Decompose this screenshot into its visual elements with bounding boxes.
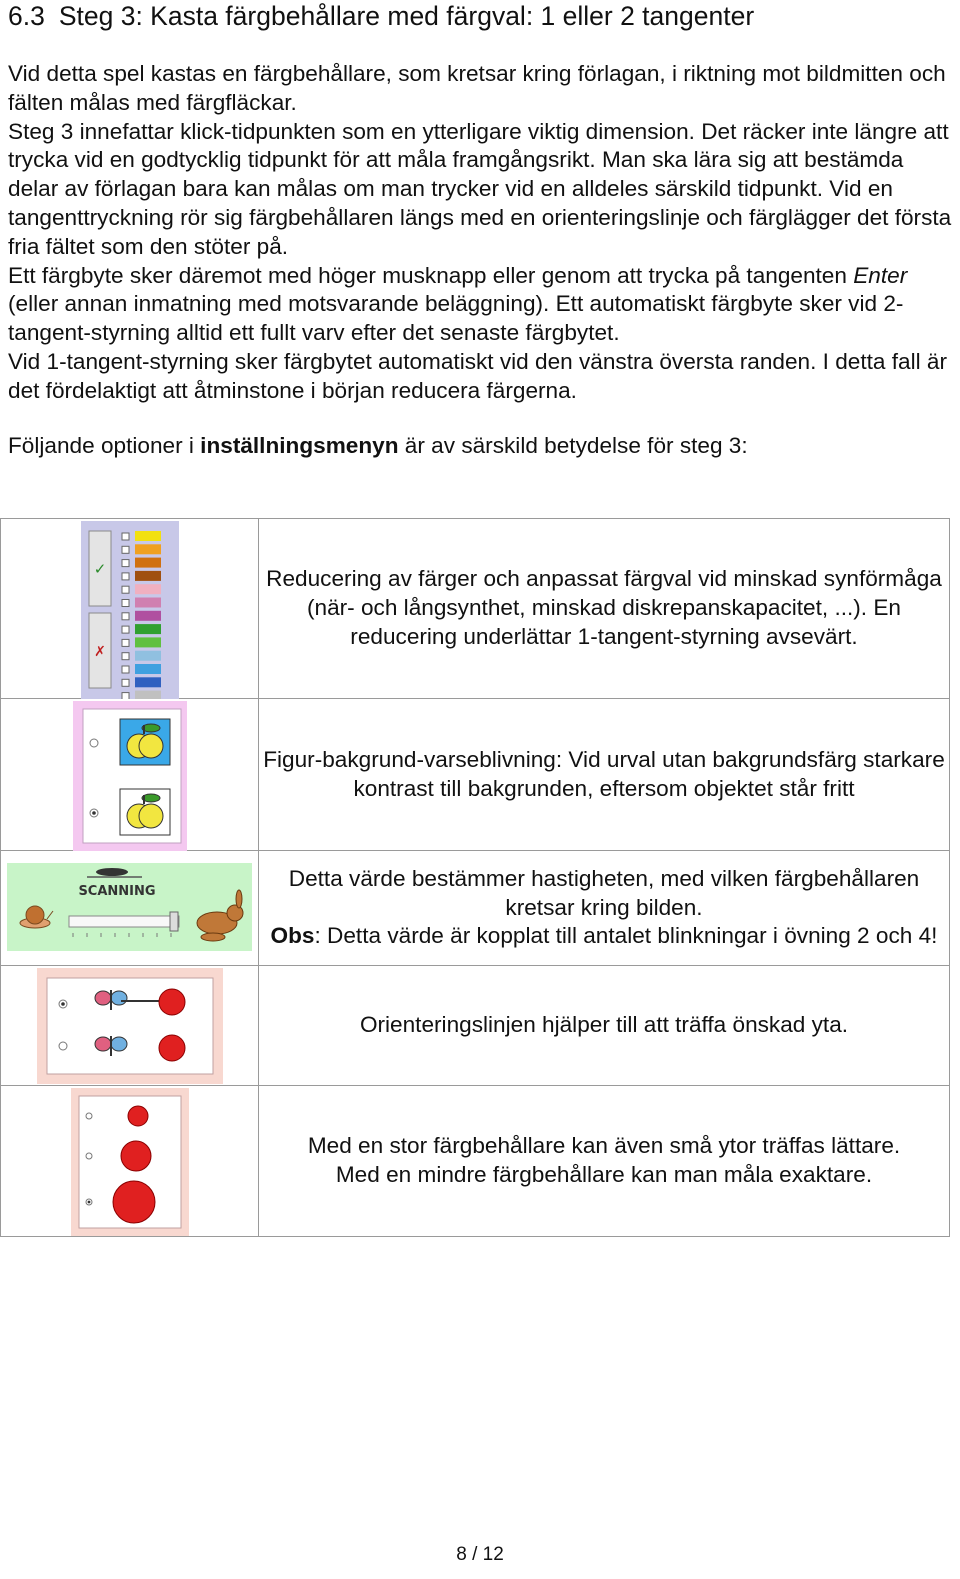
option-description-orientation-line: Orienteringslinjen hjälper till att träffa önskad yta. <box>259 966 950 1086</box>
figure-background-thumbnail <box>73 701 187 851</box>
option-description-scanning-speed <box>259 851 950 966</box>
color-checkbox[interactable] <box>122 600 129 607</box>
radio-medium <box>86 1153 92 1159</box>
small-container-icon <box>128 1106 148 1126</box>
options-intro-start: Följande optioner i <box>8 433 201 458</box>
color-swatch <box>135 624 161 634</box>
color-swatch <box>135 651 161 661</box>
color-checkbox[interactable] <box>122 546 129 553</box>
container-size-thumbnail <box>71 1088 189 1236</box>
section-title: Steg 3: Kasta färgbehållare med färgval: 1 eller 2 tangenter <box>58 1 755 31</box>
option-row-scanning-speed <box>1 851 950 966</box>
settings-menu-term: inställningsmenyn <box>200 433 399 458</box>
container-size-line-1: Med en stor färgbehållare kan även små ytor träffas lättare. <box>307 1133 901 1159</box>
color-palette-thumbnail-cell <box>1 519 259 699</box>
intro-paragraph-2: Steg 3 innefattar klick-tidpunkten som en ytterligare viktig dimension. Det räcker inte längre att trycka vid en godtycklig tidpunkt för att måla framgångsrikt. Man ska lära sig att bestämda delar av förlagan bara kan målas om man trycker vid en alldeles särskild tidpunkt. Vid en tangenttryckning rör sig färgbehållaren längs med en orienteringslinje och färglägger det första fria fältet som den stöter på. <box>8 118 952 259</box>
option-row-color-reduction <box>1 519 950 699</box>
option-row-container-size <box>1 1086 950 1237</box>
radio-without-line <box>59 1042 67 1050</box>
color-swatch <box>135 611 161 621</box>
section-heading <box>8 0 948 32</box>
intro-p3-start: Ett färgbyte sker däremot med höger musknapp eller genom att trycka på tangenten <box>8 262 854 288</box>
medium-container-icon <box>121 1141 151 1171</box>
color-swatch <box>135 664 161 674</box>
option-row-figure-background <box>1 699 950 851</box>
color-checkbox[interactable] <box>122 573 129 580</box>
apple-target-icon <box>159 1035 185 1061</box>
container-size-thumbnail-cell <box>1 1086 259 1237</box>
color-checkbox[interactable] <box>122 639 129 646</box>
scanning-label: SCANNING <box>78 884 156 899</box>
color-checkbox[interactable] <box>122 666 129 673</box>
apple-target-icon <box>159 989 185 1015</box>
options-intro-end: är av särskild betydelse för steg 3: <box>398 433 748 458</box>
options-table <box>0 518 950 1237</box>
scanning-speed-thumbnail <box>7 863 252 951</box>
options-intro <box>8 432 952 461</box>
color-swatch <box>135 637 161 647</box>
scanning-speed-thumbnail-cell <box>1 851 259 966</box>
color-swatch <box>135 544 161 554</box>
scanning-description: Detta värde bestämmer hastigheten, med vilken färgbehållaren kretsar kring bilden. <box>288 865 920 920</box>
figure-background-thumbnail-cell <box>1 699 259 851</box>
note-text: : Detta värde är kopplat till antalet blinkningar i övning 2 och 4! <box>314 923 938 949</box>
color-swatch <box>135 598 161 608</box>
intro-text <box>8 60 952 406</box>
color-checkbox[interactable] <box>122 533 129 540</box>
section-number: 6.3 <box>8 1 45 31</box>
color-swatch <box>135 558 161 568</box>
speed-slider-thumb[interactable] <box>170 912 178 931</box>
color-swatch <box>135 584 161 594</box>
color-checkbox[interactable] <box>122 586 129 593</box>
color-checkbox[interactable] <box>122 560 129 567</box>
orientation-line-thumbnail-cell <box>1 966 259 1086</box>
speed-slider-track[interactable] <box>69 916 179 927</box>
option-description-figure-background: Figur-bakgrund-varseblivning: Vid urval utan bakgrundsfärg starkare kontrast till bakgrunden, eftersom objektet står fritt <box>259 699 950 851</box>
intro-paragraph-1: Vid detta spel kastas en färgbehållare, som kretsar kring förlagan, i riktning mot bildmitten och fälten målas med färgfläckar. <box>8 61 946 115</box>
option-description-container-size <box>259 1086 950 1237</box>
color-checkbox[interactable] <box>122 613 129 620</box>
option-row-orientation-line <box>1 966 950 1086</box>
color-checkbox[interactable] <box>122 626 129 633</box>
radio-with-background <box>90 739 98 747</box>
enter-key-term: Enter <box>853 262 908 288</box>
intro-p3-end: (eller annan inmatning med motsvarande beläggning). Ett automatiskt färgbyte sker vid 2-tangent-styrning alltid ett fullt varv efter det senaste färgbytet. <box>8 291 904 346</box>
color-checkbox[interactable] <box>122 653 129 660</box>
color-swatch <box>135 677 161 687</box>
container-size-line-2: Med en mindre färgbehållare kan man måla exaktare. <box>335 1162 873 1187</box>
color-swatch <box>135 531 161 541</box>
option-description-color-reduction: Reducering av färger och anpassat färgval vid minskad synförmåga (när- och långsynthet, minskad diskrepanskapacitet, ...). En reducering underlättar 1-tangent-styrning avsevärt. <box>259 519 950 699</box>
intro-paragraph-4: Vid 1-tangent-styrning sker färgbytet automatiskt vid den vänstra översta randen. I detta fall är det fördelaktigt att åtminstone i början reducera färgerna. <box>8 348 947 403</box>
check-all-icon: ✓ <box>93 560 107 578</box>
radio-small <box>86 1113 92 1119</box>
orientation-line-thumbnail <box>37 968 223 1084</box>
color-swatch <box>135 571 161 581</box>
note-label: Obs <box>270 923 315 949</box>
large-container-icon <box>113 1181 155 1223</box>
page-number: 8 / 12 <box>456 1544 504 1565</box>
color-palette-thumbnail <box>81 521 179 699</box>
intro-paragraph-3 <box>8 262 952 348</box>
clear-all-icon: ✗ <box>94 644 106 660</box>
color-checkbox[interactable] <box>122 679 129 686</box>
